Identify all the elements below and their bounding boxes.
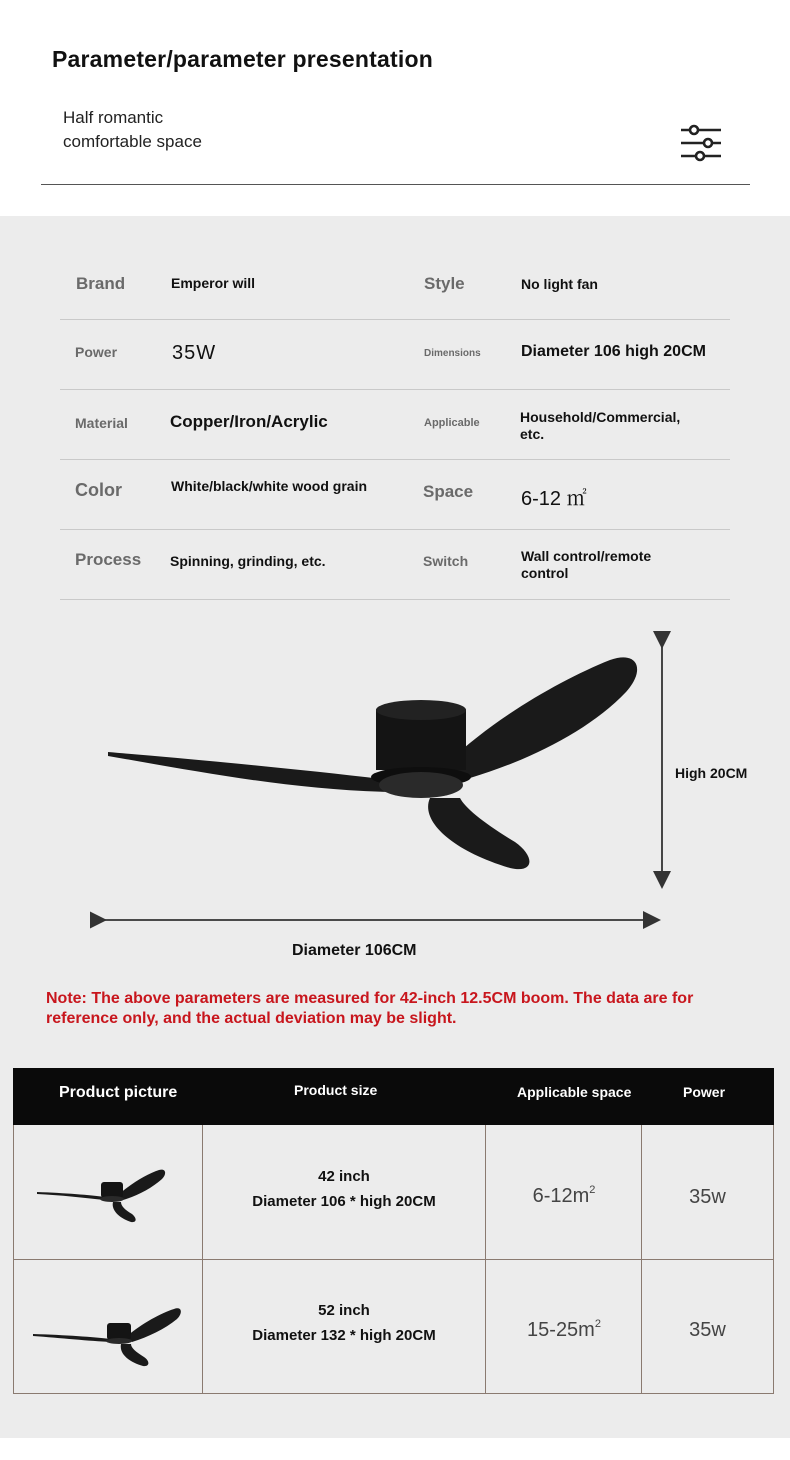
power-value: 35w [689, 1186, 726, 1208]
measurement-note: Note: The above parameters are measured for 42-inch 12.5CM boom. The data are for reference only, and the actual deviation may be slight. [46, 990, 694, 1027]
product-table [13, 1068, 774, 1394]
spec-row [60, 460, 730, 530]
size-inch: 42 inch [318, 1168, 370, 1185]
spec-label: Power [75, 344, 118, 360]
subtitle [63, 106, 283, 154]
size-dimensions: Diameter 132 * high 20CM [252, 1327, 436, 1344]
space-value: 6-12m [532, 1185, 590, 1207]
spec-row [60, 250, 730, 320]
spec-label: Applicable [424, 417, 480, 429]
spec-value: Spinning, grinding, etc. [170, 553, 326, 569]
header-applicable-space: Applicable space [517, 1084, 632, 1100]
fan-blade-lower [428, 798, 529, 869]
applicable-space [486, 1184, 642, 1208]
spec-label: Switch [423, 553, 469, 569]
page-title: Parameter/parameter presentation [52, 46, 433, 72]
spec-label: Dimensions [424, 348, 481, 359]
space-unit-sup: 2 [589, 1184, 596, 1196]
header-product-size: Product size [294, 1082, 378, 1098]
spec-row [60, 530, 730, 600]
space-value: 15-25m [527, 1319, 595, 1341]
size-inch: 52 inch [318, 1302, 370, 1319]
spec-value: Emperor will [171, 275, 256, 291]
table-header [13, 1068, 774, 1125]
spec-row [60, 320, 730, 390]
product-size [203, 1298, 485, 1348]
spec-label: Material [75, 415, 128, 431]
applicable-space [486, 1318, 642, 1342]
product-thumbnail [35, 1166, 170, 1226]
row-divider [13, 1259, 774, 1260]
header-divider [41, 184, 750, 185]
subtitle-line-1: Half romantic [63, 108, 164, 127]
fan-blade-right [440, 657, 637, 778]
spec-label: Space [423, 482, 474, 501]
product-size [203, 1164, 485, 1214]
spec-label: Brand [76, 274, 126, 293]
subtitle-line-2: comfortable space [63, 132, 202, 151]
spec-value: Household/Commercial, etc. [520, 409, 681, 442]
spec-value: No light fan [521, 276, 598, 292]
spec-value: 6-12 ㎡ [521, 488, 587, 510]
spec-value: White/black/white wood grain [171, 478, 368, 494]
product-thumbnail [31, 1304, 186, 1370]
spec-label: Process [75, 550, 142, 569]
spec-label: Style [424, 274, 465, 293]
sliders-icon [680, 124, 722, 162]
header-power: Power [683, 1084, 726, 1100]
power-value: 35w [689, 1319, 726, 1341]
spec-value: Copper/Iron/Acrylic [170, 412, 328, 431]
height-label: High 20CM [675, 765, 748, 781]
spec-label: Color [75, 480, 122, 500]
fan-blade-left [108, 752, 390, 792]
fan-dimension-diagram [90, 630, 770, 970]
spec-value: Diameter 106 high 20CM [521, 343, 706, 360]
page-header [0, 0, 790, 216]
diameter-label: Diameter 106CM [292, 942, 417, 959]
spec-row [60, 390, 730, 460]
spec-value: 35W [172, 342, 217, 364]
space-unit-sup: 2 [594, 1318, 601, 1330]
spec-value: Wall control/remote control [521, 548, 652, 581]
header-product-picture: Product picture [59, 1084, 178, 1101]
size-dimensions: Diameter 106 * high 20CM [252, 1193, 436, 1210]
